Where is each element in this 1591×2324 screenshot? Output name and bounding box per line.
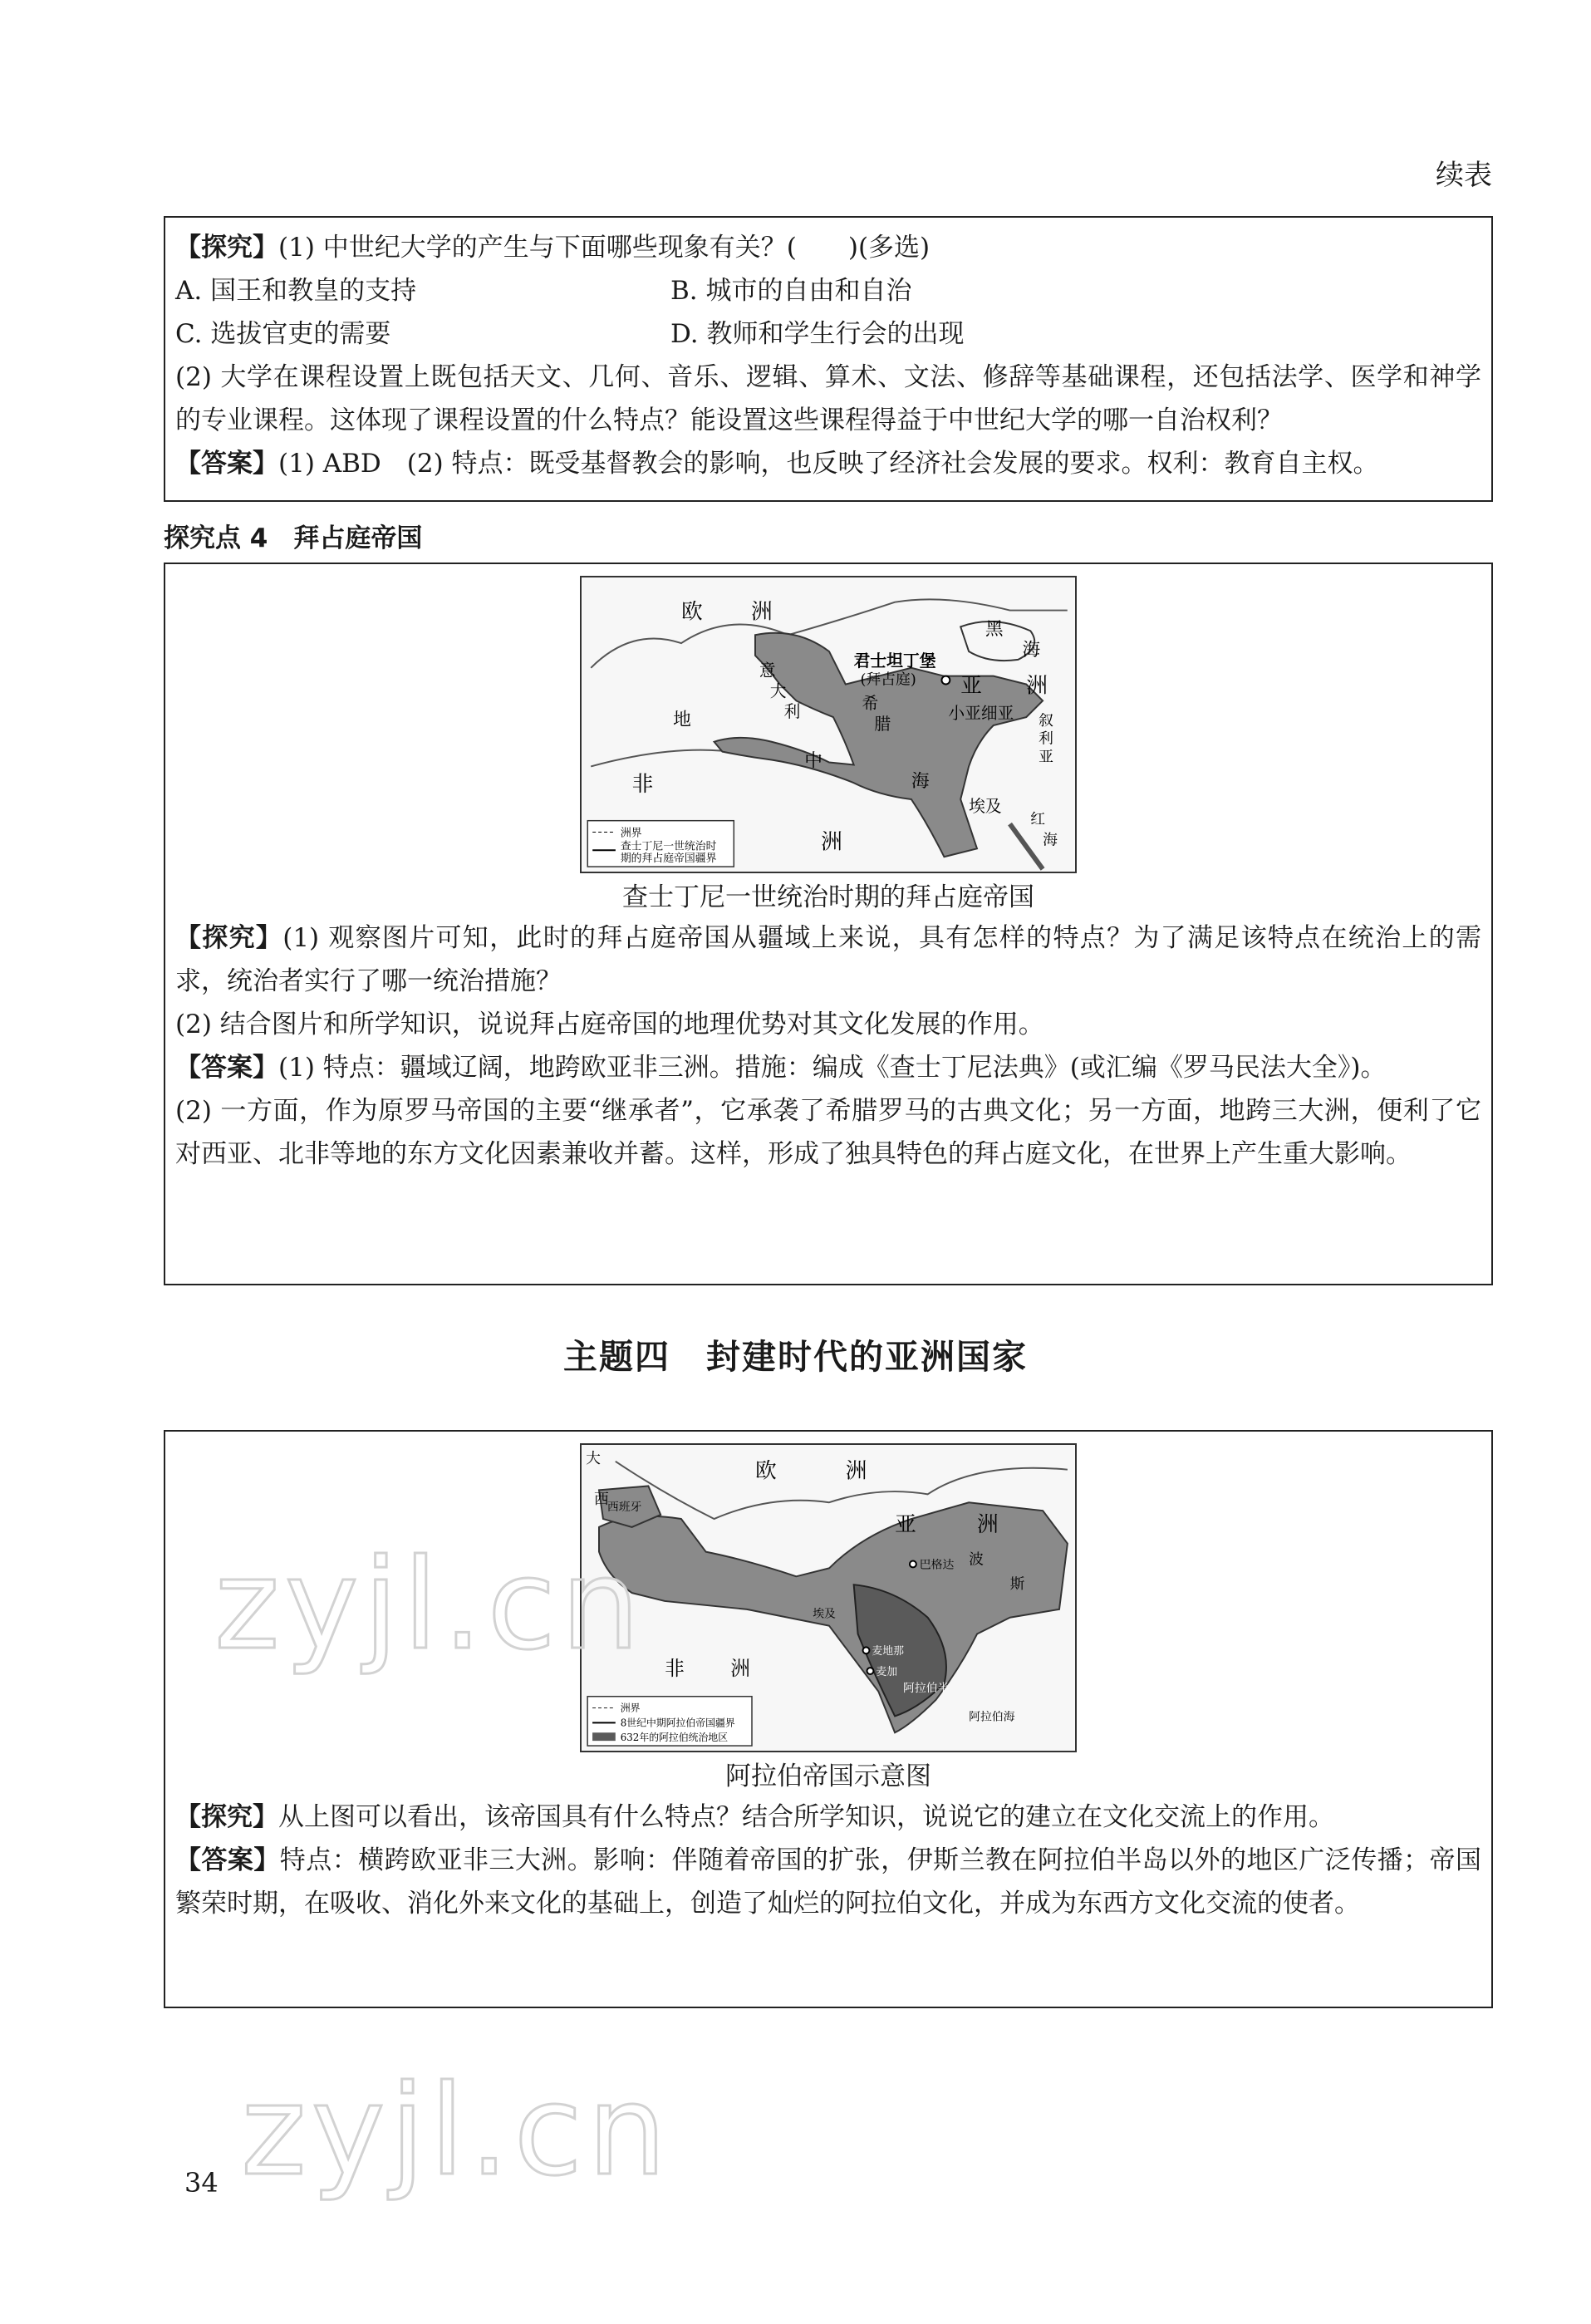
option-c: C. 选拔官吏的需要	[175, 319, 391, 349]
map-label-medina: 麦地那	[872, 1645, 905, 1658]
map-label-greece-2: 腊	[874, 714, 891, 734]
map-label-africa-1: 非	[665, 1656, 685, 1680]
byzantine-empire-map	[580, 576, 1077, 873]
question-1	[175, 916, 1481, 1003]
map-label-blacksea-2: 海	[1022, 639, 1041, 661]
question	[175, 1796, 1481, 1839]
map-label-persia-1: 波	[969, 1550, 984, 1569]
medina-marker	[863, 1647, 870, 1653]
map-label-spain: 西班牙	[606, 1501, 642, 1515]
answer-tag: 【答案】	[175, 1053, 278, 1083]
map-label-atlantic-1: 大	[586, 1449, 601, 1467]
map-label-asia-2: 洲	[1026, 673, 1048, 699]
map-label-byzantium: (拜占庭)	[860, 671, 916, 689]
answer-2-text: (2) 一方面，作为原罗马帝国的主要“继承者”，它承袭了希腊罗马的古典文化；另一方面，地跨三大洲，便利了它对西亚、北非等地的东方文化因素兼收并蓄。这样，形成了独具特色的拜占庭文化，在世界上产生重大影响。	[175, 1096, 1481, 1169]
inquiry-tag: 【探究】	[175, 923, 283, 953]
map-label-arabian-sea: 阿拉伯海	[969, 1710, 1015, 1724]
answer-tag: 【答案】	[175, 449, 278, 479]
map-label-greece-1: 希	[862, 694, 879, 714]
map-label-med-3: 海	[911, 771, 930, 793]
inquiry-tag: 【探究】	[175, 1802, 278, 1832]
map-label-constantinople: 君士坦丁堡	[853, 650, 936, 671]
constantinople-marker	[941, 676, 950, 685]
option-d: D. 教师和学生行会的出现	[670, 319, 965, 349]
mecca-marker	[867, 1668, 873, 1674]
legend-item-2: 8世纪中期阿拉伯帝国疆界	[620, 1717, 735, 1729]
map-label-africa-2: 洲	[730, 1656, 751, 1680]
map-label-anatolia: 小亚细亚	[948, 704, 1014, 724]
option-a: A. 国王和教皇的支持	[175, 276, 417, 306]
map-label-asia-2: 洲	[977, 1511, 999, 1537]
legend-item-3: 期的拜占庭帝国疆界	[620, 852, 717, 866]
watermark-2: zyjl.cn	[241, 2059, 672, 2204]
answer-text: (1) ABD (2) 特点：既受基督教会的影响，也反映了经济社会发展的要求。权利：教育自主权。	[278, 449, 1379, 479]
map-label-blacksea-1: 黑	[985, 619, 1004, 641]
map-label-mecca: 麦加	[876, 1665, 898, 1678]
byzantine-map-wrap	[175, 576, 1481, 873]
question-1-text: (1) 观察图片可知，此时的拜占庭帝国从疆域上来说，具有怎样的特点？为了满足该特点在统治上的需求，统治者实行了哪一统治措施？	[175, 923, 1482, 996]
map-label-syria-1: 叙	[1039, 711, 1053, 730]
legend-item-2: 查士丁尼一世统治时	[620, 840, 717, 853]
answer-1-text: (1) 特点：疆域辽阔，地跨欧亚非三洲。措施：编成《查士丁尼法典》(或汇编《罗马民法大全》)。	[278, 1053, 1387, 1083]
map-label-persia-2: 斯	[1009, 1575, 1025, 1594]
map-label-africa-1: 非	[631, 772, 654, 798]
map-label-asia-1: 亚	[895, 1511, 916, 1537]
map-label-egypt: 埃及	[813, 1607, 836, 1621]
section-label-byzantine: 探究点 4 拜占庭帝国	[164, 523, 423, 553]
question-2-text: (2) 大学在课程设置上既包括天文、几何、音乐、逻辑、算术、文法、修辞等基础课程，还包括法学、医学和神学的专业课程。这体现了课程设置的什么特点？能设置这些课程得益于中世纪大学的哪一自治权利？	[175, 362, 1481, 435]
options-grid	[175, 269, 1481, 356]
map-label-med-1: 地	[673, 709, 691, 730]
map-label-redsea-2: 海	[1043, 831, 1058, 849]
map-label-arabia: 阿拉伯半	[903, 1681, 950, 1695]
map-label-europe-1: 欧	[754, 1458, 777, 1484]
question-text: 从上图可以看出，该帝国具有什么特点？结合所学知识，说说它的建立在文化交流上的作用。	[278, 1802, 1334, 1832]
map-label-asia-1: 亚	[960, 673, 982, 699]
baghdad-marker	[910, 1560, 916, 1567]
answer-1	[175, 1046, 1481, 1089]
option-b: B. 城市的自由和自治	[670, 276, 912, 306]
legend-item-3: 632年的阿拉伯统治地区	[620, 1732, 729, 1744]
map-label-egypt: 埃及	[969, 796, 1002, 816]
map-label-atlantic-2: 西	[594, 1491, 609, 1509]
inquiry-tag: 【探究】	[175, 233, 278, 263]
map-label-baghdad: 巴格达	[919, 1558, 955, 1572]
inquiry-box-arab-empire	[164, 1430, 1493, 2008]
map-label-italy-3: 利	[783, 702, 801, 722]
map-label-italy-2: 大	[769, 681, 787, 701]
map-label-europe-1: 欧	[681, 599, 703, 625]
arab-empire-map	[580, 1443, 1077, 1752]
continued-table-label: 续表	[1436, 159, 1492, 192]
map-label-italy-1: 意	[759, 661, 776, 680]
answer-tag: 【答案】	[175, 1845, 280, 1875]
arab-map-wrap	[175, 1443, 1481, 1752]
legend-item-1: 洲界	[620, 827, 642, 840]
question-2-text: (2) 结合图片和所学知识，说说拜占庭帝国的地理优势对其文化发展的作用。	[175, 1010, 1044, 1039]
question-1	[175, 226, 1481, 269]
legend-item-1: 洲界	[620, 1702, 641, 1714]
question-1-text: (1) 中世纪大学的产生与下面哪些现象有关？( )(多选)	[278, 233, 931, 263]
map-label-europe-2: 洲	[751, 599, 773, 625]
inquiry-box-university	[164, 216, 1493, 502]
page-number: 34	[184, 2167, 219, 2199]
theme-title: 主题四 封建时代的亚洲国家	[563, 1337, 1028, 1377]
map-label-redsea-1: 红	[1030, 810, 1046, 828]
map-caption-arab: 阿拉伯帝国示意图	[725, 1761, 931, 1791]
map-label-med-2: 中	[804, 750, 823, 772]
legend-swatch-632	[592, 1732, 616, 1741]
answer	[175, 442, 1481, 485]
map-caption-byzantine: 查士丁尼一世统治时期的拜占庭帝国	[622, 882, 1034, 912]
map-label-syria-3: 亚	[1039, 748, 1053, 766]
map-label-africa-2: 洲	[821, 829, 842, 855]
answer-text: 特点：横跨欧亚非三大洲。影响：伴随着帝国的扩张，伊斯兰教在阿拉伯半岛以外的地区广泛传播；帝国繁荣时期，在吸收、消化外来文化的基础上，创造了灿烂的阿拉伯文化，并成为东西方文化交流的使者。	[175, 1845, 1481, 1919]
map-label-europe-2: 洲	[845, 1458, 867, 1484]
inquiry-box-byzantine	[164, 563, 1493, 1285]
map-label-syria-2: 利	[1039, 730, 1053, 748]
answer	[175, 1839, 1481, 1925]
